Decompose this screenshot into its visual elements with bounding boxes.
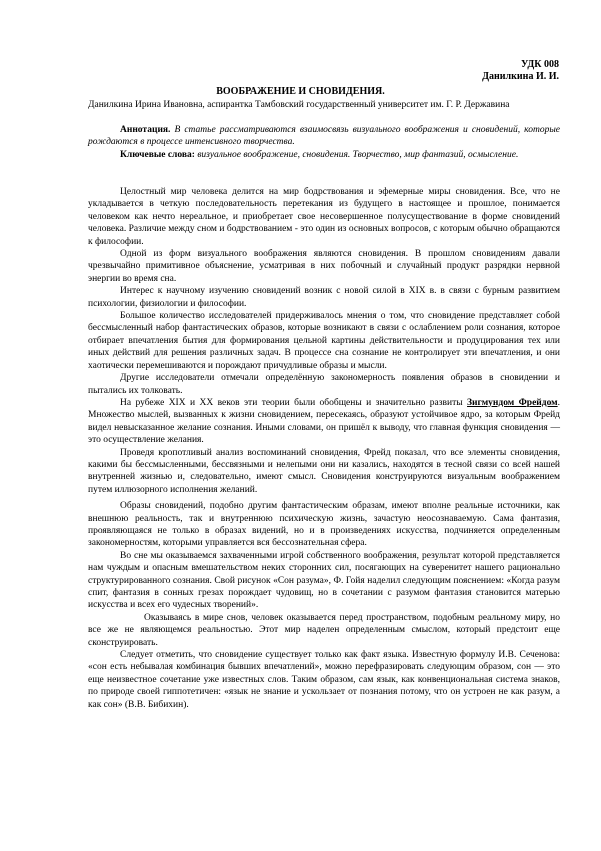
paragraph: Большое количество исследователей придерживалось мнения о том, что сновидение представляет собой бессмысленный набор фантастических образов, которые возникают в связи с ослаблением роли сознания, которое отбирает впечатления бытия для формирования цельной картины действительности и продуцирования тех или иных действий для решения различных задач. В процессе сна сознание не контролирует эти впечатления, и они хаотически перемешиваются и порождают причудливые образы и мысли. [88, 311, 560, 371]
paragraph: Проведя кропотливый анализ воспоминаний сновидения, Фрейд показал, что все элементы сновидения, какими бы бессмысленными, бессвязными и нелепыми они ни казались, находятся в тесной связи со всей нашей внутренней жизнью и, следовательно, имеют смысл. Сновидения конструируются визуальным воображением путем иллюзорного исполнения желаний. [88, 447, 560, 495]
article-body [88, 186, 560, 711]
author-short: Данилкина И. И. [482, 71, 559, 82]
freud-name: Зигмундом Фрейдом [467, 397, 558, 408]
udk-code: УДК 008 [521, 59, 559, 70]
header-block [470, 59, 559, 83]
keywords-label: Ключевые слова: [120, 149, 195, 160]
article-title: ВООБРАЖЕНИЕ И СНОВИДЕНИЯ. [216, 86, 385, 97]
paragraph: Одной из форм визуального воображения являются сновидения. В прошлом сновидениям давали чрезвычайно примитивное объяснение, усматривая в них побочный и случайный продукт разрядки нервной энергии во время сна. [88, 249, 560, 284]
author-affiliation: Данилкина Ирина Ивановна, аспирантка Тамбовский государственный университет им. Г. Р. Державина [88, 100, 510, 110]
paragraph: Во сне мы оказываемся захваченными игрой собственного воображения, результат которой представляется нам чуждым и опасным вмешательством неких сторонних сил, посягающих на суверенитет нашего рационально структурированного сознания. Свой рисунок «Сон разума», Ф. Гойя наделил следующим пояснением: «Когда разум спит, фантазия в сонных грезах порождает чудовищ, но в сочетании с разумом фантазия становится матерью искусства и всех его чудесных творений». [88, 550, 560, 611]
abstract-text: В статье рассматриваются взаимосвязь визуального воображения и сновидений, которые рождаются в процессе интенсивного творчества. [88, 125, 560, 148]
keywords-text: визуальное воображение, сновидения. Творчество, мир фантазий, осмысление. [197, 149, 519, 160]
paragraph: Образы сновидений, подобно другим фантастическим образам, имеют вполне реальные источники, как внешнюю реальность, так и внутреннюю психическую жизнь, зачастую неосознаваемую. Сама фантазия, проявляющаяся не только в образах видений, но и в произведениях искусства, подчиняется определенным закономерностям, которыми управляется вся бессознательная сфера. [88, 501, 560, 549]
paragraph [88, 397, 560, 447]
paragraph: Оказываясь в мире снов, человек оказывается перед пространством, подобным реальному миру, но все же не являющемся реальностью. Этот мир наделен определенным смыслом, который предстоит еще сконструировать. [88, 612, 560, 648]
paragraph: Другие исследователи отмечали определённую закономерность появления образов в сновидении и пытались их толковать. [88, 373, 560, 396]
abstract-block [88, 124, 560, 161]
abstract-label: Аннотация. [120, 125, 171, 135]
paragraph-text: На рубеже XIX и XX веков эти теории были обобщены и значительно развиты [120, 397, 468, 408]
paragraph-text: . Множество мыслей, вызванных к жизни сновидением, пересекаясь, образуют устойчивое ядро, за которым Фрейд видел невысказанное желание сознания. Иными словами, он пришёл к выводу, что главная функция сновидения — это осуществление желания. [88, 397, 560, 446]
paragraph: Целостный мир человека делится на мир бодрствования и эфемерные миры сновидения. Все, что не укладывается в четкую последовательность перетекания из будущего в настоящее и прошлое, понимается человеком как нечто нереальное, и приобретает свое несовершенное полусуществование в форме сновидений человека. Различие между сном и бодрствованием - это один из основных вопросов, с которым обычно обращаются к философии. [88, 187, 560, 247]
paragraph: Следует отметить, что сновидение существует только как факт языка. Известную формулу И.В. Сеченова: «сон есть небывалая комбинация бывших впечатлений», можно перефразировать следующим образом, сон — это еще неизвестное сочетание уже известных слов. Таким образом, сам язык, как конвенциональная система знаков, по природе своей гиппотетичен: «язык не знание и ускользает от познания потому, что он устроен не как разум, а как сон» (В.В. Бибихин). [88, 650, 560, 710]
paragraph: Интерес к научному изучению сновидений возник с новой силой в XIX в. в связи с бурным развитием психологии, физиологии и философии. [88, 286, 560, 309]
